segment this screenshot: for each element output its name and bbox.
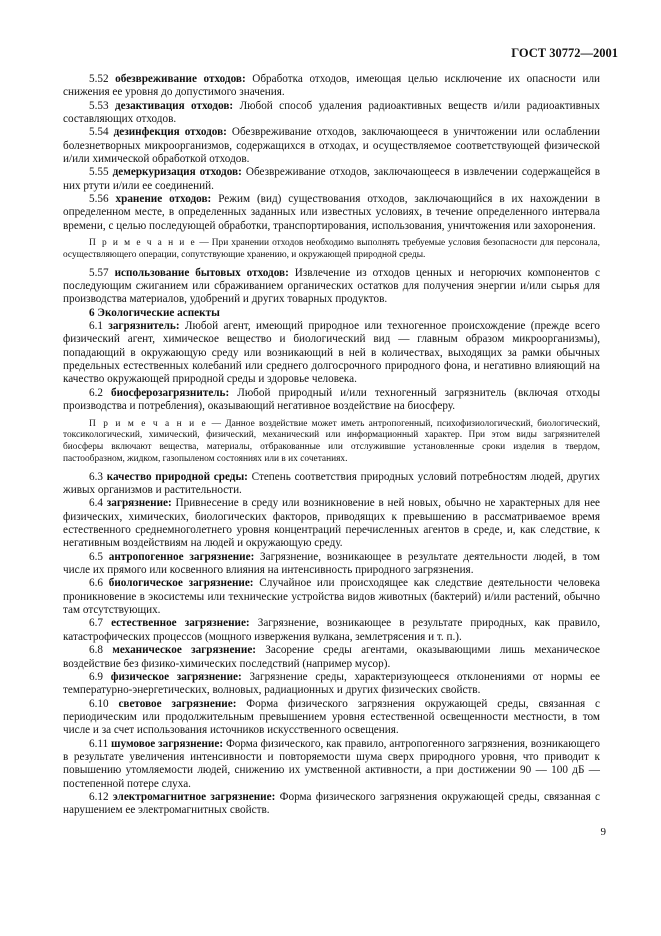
clause-5-53: 5.53 дезактивация отходов: Любой способ удаления радиоактивных веществ и/или радиоактивных составляющих отходов. — [63, 99, 601, 126]
clause-5-56: 5.56 хранение отходов: Режим (вид) существования отходов, заключающийся в их нахождении в определенном месте, в определенных заданных или известных условиях, в течение определенного интервала времени, с целью последующей обработки, транспортирования, использования, уничтожения или захоронения. — [63, 193, 601, 232]
document-body — [63, 73, 600, 818]
clause-6-8: 6.8 механическое загрязнение: Засорение среды агентами, оказывающими лишь механическое воздействие без физико-химических последствий (например мусор). — [63, 644, 600, 670]
clause-5-55: 5.55 демеркуризация отходов: Обезвреживание отходов, заключающееся в извлечении содержащейся в них ртути и/или ее соединений. — [63, 166, 601, 192]
clause-6-1: 6.1 загрязнитель: Любой агент, имеющий природное или техногенное происхождение (прежде всего физический агент, химическое вещество и биологический вид — главным образом микроорганизмы), попадающий в окружающую среду или возникающий в ней в количествах, выходящих за рамки обычных предельных естественных колебаний или среднего долгосрочного природного фона, и негативно влияющий на качество окружающей природной среды и здоровье человека. — [63, 320, 600, 386]
clause-6-4: 6.4 загрязнение: Привнесение в среду или возникновение в ней новых, обычно не характерных для нее физических, химических, биологических факторов, приводящих к превышению в рассматриваемое время естественного среднемноголетнего уровня концентраций перечисленных агентов в среде, и, как следствие, к негативным воздействиям на людей и окружающую среду. — [63, 497, 601, 550]
note-storage: П р и м е ч а н и е — При хранении отходов необходимо выполнять требуемые условия безопасности для персонала, осуществляющего операции, сопутствующие хранению, и окружающей природной среды. — [63, 238, 600, 260]
clause-5-57: 5.57 использование бытовых отходов: Извлечение из отходов ценных и негорючих компонентов с последующим сжиганием или сбраживанием органических остатков для получения энергии и/или сырья для производства материалов, удобрений и других товарных продуктов. — [63, 266, 601, 306]
clause-5-54: 5.54 дезинфекция отходов: Обезвреживание отходов, заключающееся в уничтожении или ослаблении болезнетворных микроорганизмов, содержащихся в отходах, и осуществляемое соответствующей физической и/или химической обработкой отходов. — [63, 126, 601, 166]
clause-6-7: 6.7 естественное загрязнение: Загрязнение, возникающее в результате природных, как правило, катастрофических процессов (мощного извержения вулкана, землетрясения и т. п.). — [63, 617, 601, 643]
document-header: ГОСТ 30772—2001 — [511, 46, 618, 60]
section-heading: 6 Экологические аспекты — [89, 306, 220, 319]
clause-6-6: 6.6 биологическое загрязнение: Случайное или происходящее как следствие деятельности человека проникновение в экосистемы или технические устройства видов животных (бактерий) и/или растений, обычно там отсутствующих. — [63, 577, 601, 617]
clause-6-11: 6.11 шумовое загрязнение: Форма физического, как правило, антропогенного загрязнения, возникающего в результате увеличения интенсивности и повторяемости шума сверх природного уровня, что приводит к повышению утомляемости людей, снижению их умственной активности, а при достижении 90 — 100 дБ — постепенной потере слуха. — [63, 737, 600, 790]
note-biosphere: П р и м е ч а н и е — Данное воздействие может иметь антропогенный, психофизиологический, биологический, токсикологический, химический, физический, механический или информационный характер. При этом виды загрязнителей биосферы включают вещества, материалы, отбракованные или отслужившие установленные сроки изделия в твердом, пастообразном, жидком, газопыленом состояниях или в их сочетаниях. — [63, 418, 601, 464]
clause-6-5: 6.5 антропогенное загрязнение: Загрязнение, возникающее в результате деятельности людей, в том числе их прямого или косвенного влияния на интенсивность природного загрязнения. — [63, 550, 601, 577]
clause-6-2: 6.2 биосферозагрязнитель: Любой природный и/или техногенный загрязнитель (включая отходы производства и потребления), оказывающий негативное воздействие на биосферу. — [63, 386, 600, 413]
clause-6-12: 6.12 электромагнитное загрязнение: Форма физического загрязнения окружающей среды, связанная с нарушением ее электромагнитных свойств. — [63, 790, 601, 817]
clause-6-10: 6.10 световое загрязнение: Форма физического загрязнения окружающей среды, связанная с периодическим или продолжительным превышением уровня естественной освещенности местности, в том числе и за счет использования источников искусственного освещения. — [63, 697, 600, 737]
page-number: 9 — [600, 826, 606, 838]
clause-6-3: 6.3 качество природной среды: Степень соответствия природных условий потребностям людей, других живых организмов и растительности. — [63, 470, 601, 497]
clause-5-52: 5.52 обезвреживание отходов: Обработка отходов, имеющая целью исключение их опасности или снижения ее уровня до допустимого значения. — [63, 73, 601, 99]
clause-6-9: 6.9 физическое загрязнение: Загрязнение среды, характеризующееся отклонениями от нормы ее температурно-энергетических, волновых, радиационных и других физических свойств. — [63, 670, 601, 697]
